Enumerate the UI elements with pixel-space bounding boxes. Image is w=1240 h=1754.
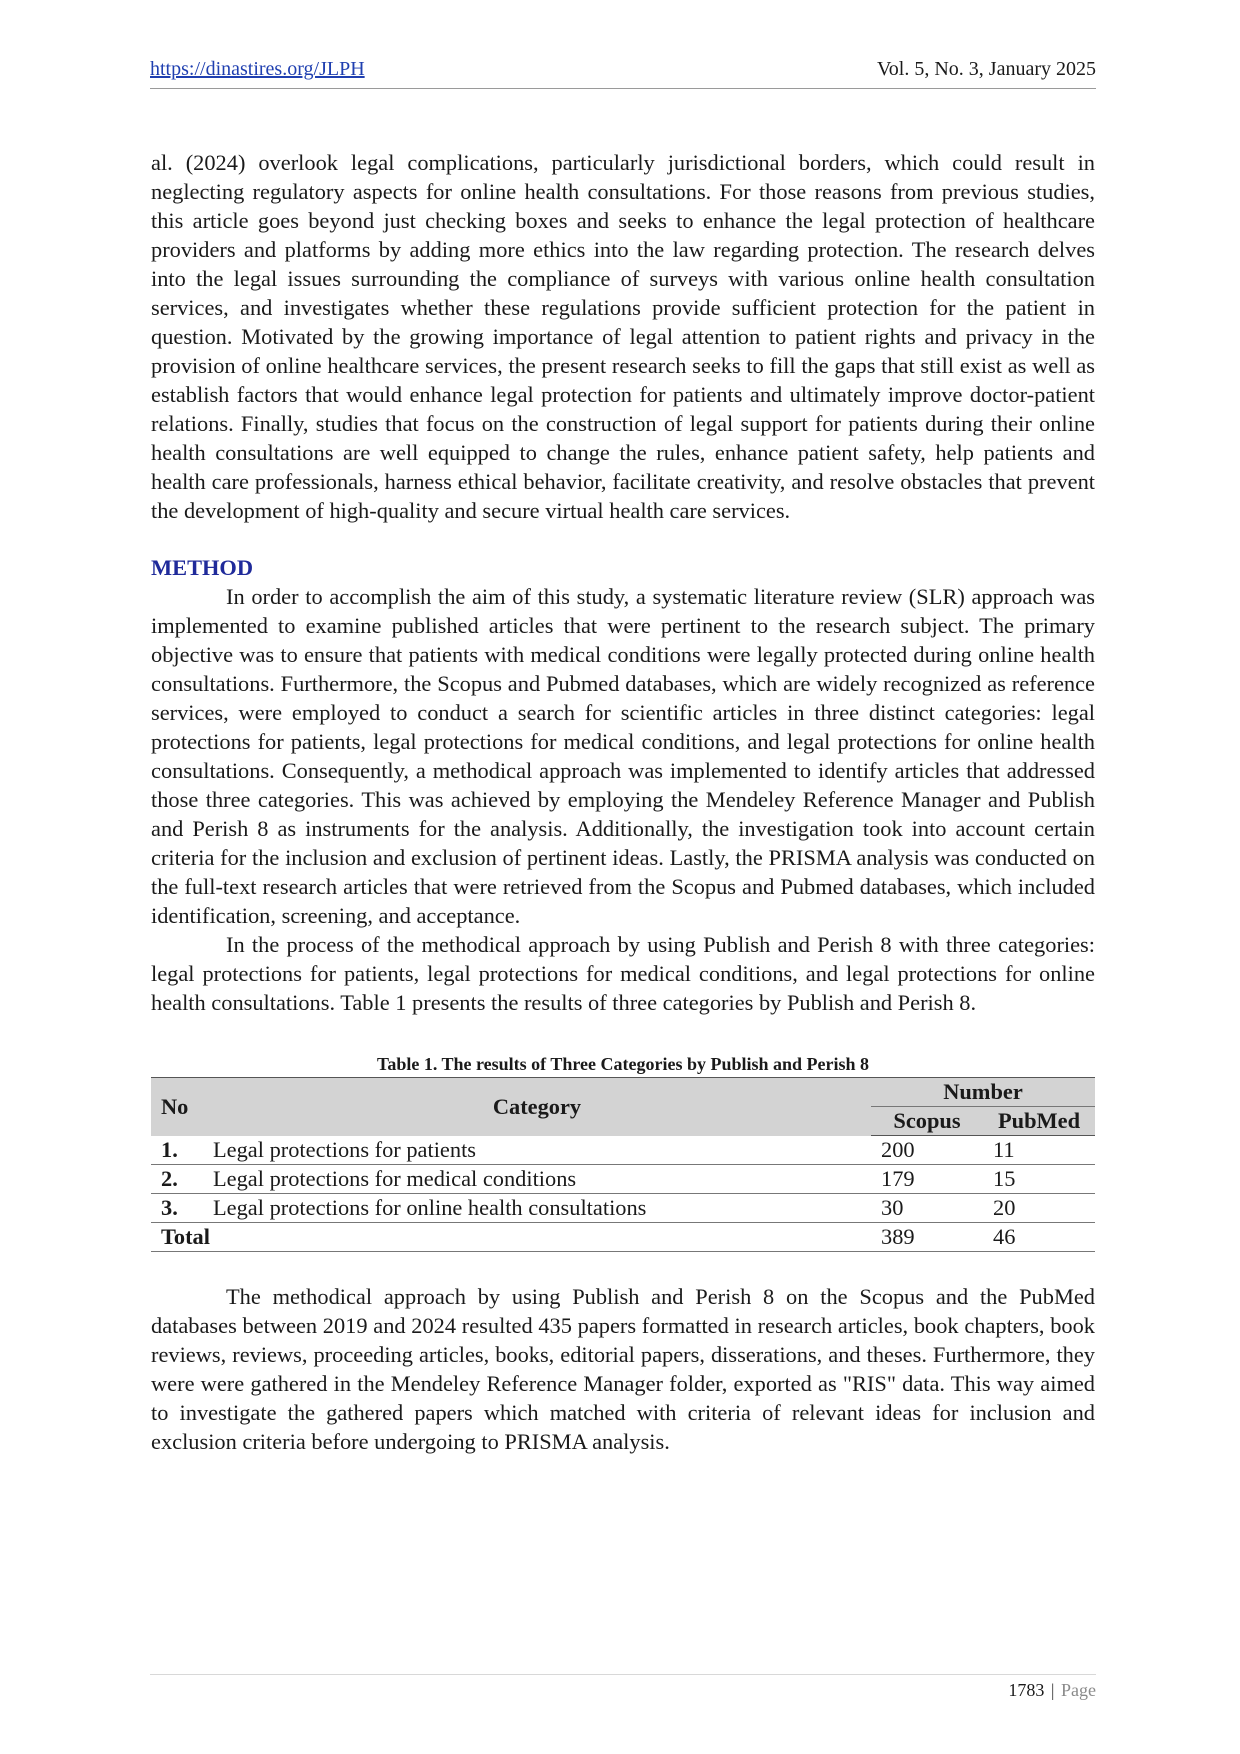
header-category: Category bbox=[203, 1078, 871, 1136]
row-pubmed: 20 bbox=[983, 1194, 1095, 1223]
table-caption: Table 1. The results of Three Categories by Publish and Perish 8 bbox=[376, 1054, 870, 1074]
page-number: 1783 bbox=[1008, 1680, 1045, 1700]
journal-url-link[interactable]: https://dinastires.org/JLPH bbox=[150, 58, 365, 80]
issue-info: Vol. 5, No. 3, January 2025 bbox=[876, 58, 1096, 80]
row-scopus: 179 bbox=[871, 1165, 983, 1194]
total-scopus: 389 bbox=[871, 1223, 983, 1252]
row-pubmed: 15 bbox=[983, 1165, 1095, 1194]
method-paragraph-1: In order to accomplish the aim of this study, a systematic literature review (SLR) approach was implemented to examine published articles that were pertinent to the research subject. The primary objective was to ensure that patients with medical conditions were legally protected during online health consultations. Furthermore, the Scopus and Pubmed databases, which are widely recognized as reference services, were employed to conduct a search for scientific articles in three distinct categories: legal protections for patients, legal protections for medical conditions, and legal protections for online health consultations. Consequently, a methodical approach was implemented to identify articles that addressed those three categories. This was achieved by employing the Mendeley Reference Manager and Publish and Perish 8 as instruments for the analysis. Additionally, the investigation took into account certain criteria for the inclusion and exclusion of pertinent ideas. Lastly, the PRISMA analysis was conducted on the full-text research articles that were retrieved from the Scopus and Pubmed databases, which included identification, screening, and acceptance. bbox=[151, 584, 1095, 928]
table-total-row bbox=[151, 1223, 1095, 1252]
results-table bbox=[151, 1077, 1095, 1252]
row-scopus: 30 bbox=[871, 1194, 983, 1223]
total-label: Total bbox=[151, 1223, 871, 1252]
row-scopus: 200 bbox=[871, 1136, 983, 1165]
table-row bbox=[151, 1165, 1095, 1194]
header-scopus: Scopus bbox=[871, 1107, 983, 1136]
row-category: Legal protections for patients bbox=[203, 1136, 871, 1165]
row-category: Legal protections for medical conditions bbox=[203, 1165, 871, 1194]
header-number: Number bbox=[871, 1078, 1095, 1107]
footer-divider bbox=[150, 1674, 1096, 1675]
page-footer bbox=[1008, 1680, 1096, 1701]
header-pubmed: PubMed bbox=[983, 1107, 1095, 1136]
footer-separator: | bbox=[1050, 1680, 1055, 1700]
header-no: No bbox=[151, 1078, 203, 1136]
intro-paragraph: al. (2024) overlook legal complications, particularly jurisdictional borders, which could result in neglecting regulatory aspects for online health consultations. For those reasons from previous studies, this article goes beyond just checking boxes and seeks to enhance the legal protection of healthcare providers and platforms by adding more ethics into the law regarding protection. The research delves into the legal issues surrounding the compliance of surveys with various online health consultation services, and investigates whether these regulations provide sufficient protection for the patient in question. Motivated by the growing importance of legal attention to patient rights and privacy in the provision of online healthcare services, the present research seeks to fill the gaps that still exist as well as establish factors that would enhance legal protection for patients and ultimately improve doctor-patient relations. Finally, studies that focus on the construction of legal support for patients during their online health consultations are well equipped to change the rules, enhance patient safety, help patients and health care professionals, harness ethical behavior, facilitate creativity, and resolve obstacles that prevent the development of high-quality and secure virtual health care services. bbox=[151, 150, 1095, 523]
table-header-row bbox=[151, 1078, 1095, 1107]
row-number: 3. bbox=[151, 1194, 203, 1223]
method-heading: METHOD bbox=[151, 555, 254, 580]
row-pubmed: 11 bbox=[983, 1136, 1095, 1165]
table-row bbox=[151, 1194, 1095, 1223]
total-pubmed: 46 bbox=[983, 1223, 1095, 1252]
page-header bbox=[150, 58, 1096, 81]
after-table-paragraph: The methodical approach by using Publish and Perish 8 on the Scopus and the PubMed databases between 2019 and 2024 resulted 435 papers formatted in research articles, book chapters, book reviews, reviews, proceeding articles, books, editorial papers, disserations, and theses. Furthermore, they were were gathered in the Mendeley Reference Manager folder, exported as "RIS" data. This way aimed to investigate the gathered papers which matched with criteria of relevant ideas for inclusion and exclusion criteria before undergoing to PRISMA analysis. bbox=[151, 1284, 1095, 1454]
main-content bbox=[151, 148, 1095, 1456]
row-number: 2. bbox=[151, 1165, 203, 1194]
row-category: Legal protections for online health consultations bbox=[203, 1194, 871, 1223]
row-number: 1. bbox=[151, 1136, 203, 1165]
page-label: Page bbox=[1061, 1680, 1096, 1700]
table-row bbox=[151, 1136, 1095, 1165]
header-divider bbox=[150, 88, 1096, 89]
method-paragraph-2: In the process of the methodical approach by using Publish and Perish 8 with three categories: legal protections for patients, legal protections for medical conditions, and legal protections for online health consultations. Table 1 presents the results of three categories by Publish and Perish 8. bbox=[151, 932, 1095, 1015]
